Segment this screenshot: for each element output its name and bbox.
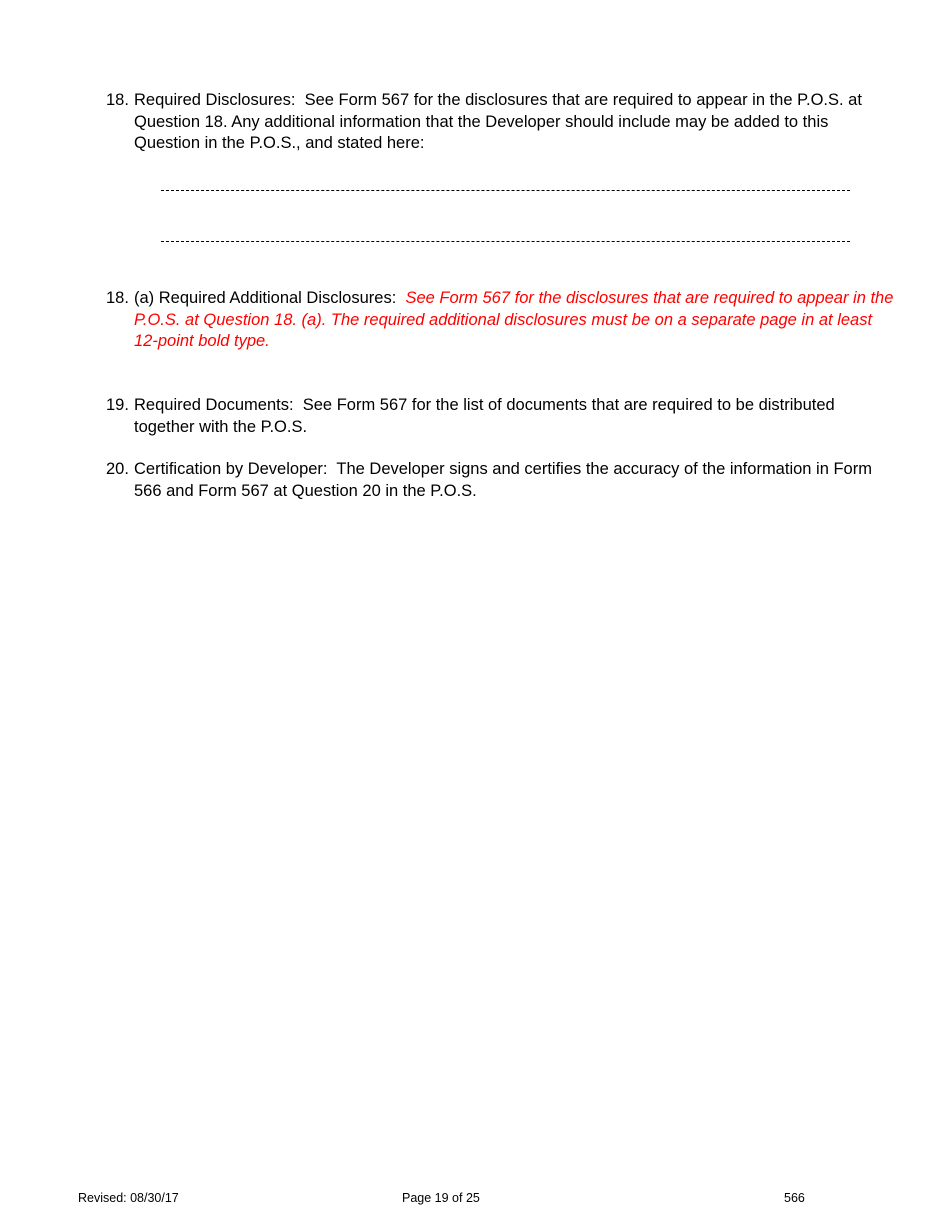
item-body — [134, 459, 896, 502]
footer-revised-date: Revised: 08/30/17 — [78, 1191, 179, 1205]
item-text: See Form 567 for the disclosures that are required to appear in the P.O.S. at Question 18. Any additional information that the Developer should include may be added to this Question in the P.O.S., and stated here: — [134, 91, 862, 152]
item-body — [134, 90, 896, 155]
item-title: (a) Required Additional Disclosures: — [134, 289, 397, 307]
item-number: 18. — [106, 289, 129, 307]
fill-in-line-1[interactable] — [161, 190, 850, 191]
item-20-certification — [106, 459, 896, 502]
footer-page-number: Page 19 of 25 — [402, 1191, 480, 1205]
item-18a-additional-disclosures — [106, 288, 896, 353]
item-title: Required Disclosures: — [134, 91, 296, 109]
item-text-emphasis: See Form 567 for the disclosures that are required to appear in the P.O.S. at Question 18. (a). The required additional disclosures must be on a separate page in at least 12-point bold type. — [134, 289, 894, 350]
fill-in-line-2[interactable] — [161, 241, 850, 242]
item-number: 20. — [106, 460, 129, 478]
item-body — [134, 288, 896, 353]
item-18-required-disclosures — [106, 90, 896, 155]
item-title: Certification by Developer: — [134, 460, 328, 478]
item-number: 18. — [106, 91, 129, 109]
item-19-required-documents — [106, 395, 896, 438]
item-title: Required Documents: — [134, 396, 294, 414]
footer-form-number: 566 — [784, 1191, 805, 1205]
item-text: The Developer signs and certifies the accuracy of the information in Form 566 and Form 567 at Question 20 in the P.O.S. — [134, 460, 872, 500]
item-body — [134, 395, 896, 438]
item-text: See Form 567 for the list of documents that are required to be distributed together with the P.O.S. — [134, 396, 835, 436]
item-number: 19. — [106, 396, 129, 414]
